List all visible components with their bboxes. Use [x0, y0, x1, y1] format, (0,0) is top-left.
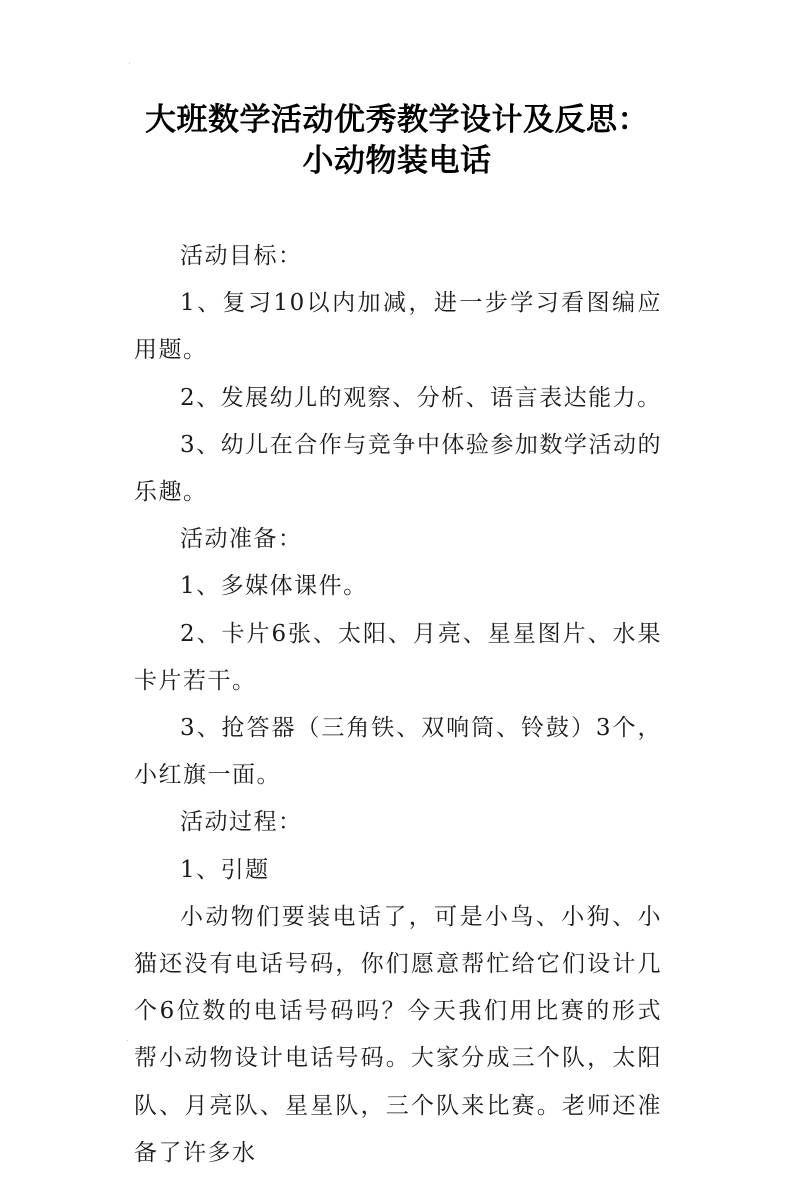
- section-heading-preparation: 活动准备：: [180, 526, 303, 553]
- process-step-1-text: 小动物们要装电话了，可是小鸟、小狗、小猫还没有电话号码，你们愿意帮忙给它们设计几个6位数的电话号码吗？今天我们用比赛的形式帮小动物设计电话号码。大家分成三个队，太阳队、月亮队、星星队，三个队来比赛。老师还准备了许多水: [134, 903, 662, 1166]
- scan-mark-bottom: ·: [126, 1036, 130, 1047]
- section-heading-goals: 活动目标：: [180, 243, 303, 269]
- goal-item-1: 1、复习10以内加减，进一步学习看图编应用题。: [134, 290, 662, 364]
- process-step-1-heading: 1、引题: [180, 856, 270, 883]
- preparation-item-1: 1、多媒体课件。: [180, 573, 368, 600]
- document-body: [134, 233, 662, 1177]
- section-heading-process: 活动过程：: [180, 809, 303, 836]
- preparation-item-3: 3、抢答器（三角铁、双响筒、铃鼓）3个，小红旗一面。: [134, 715, 662, 789]
- preparation-item-2: 2、卡片6张、太阳、月亮、星星图片、水果卡片若干。: [134, 620, 662, 694]
- document-title-line-2: 小动物装电话: [302, 143, 492, 179]
- scan-mark-top: ·: [128, 59, 132, 70]
- document-title-line-1: 大班数学活动优秀教学设计及反思：: [145, 102, 649, 138]
- goal-item-2: 2、发展幼儿的观察、分析、语言表达能力。: [180, 384, 662, 411]
- goal-item-3: 3、幼儿在合作与竞争中体验参加数学活动的乐趣。: [134, 431, 662, 506]
